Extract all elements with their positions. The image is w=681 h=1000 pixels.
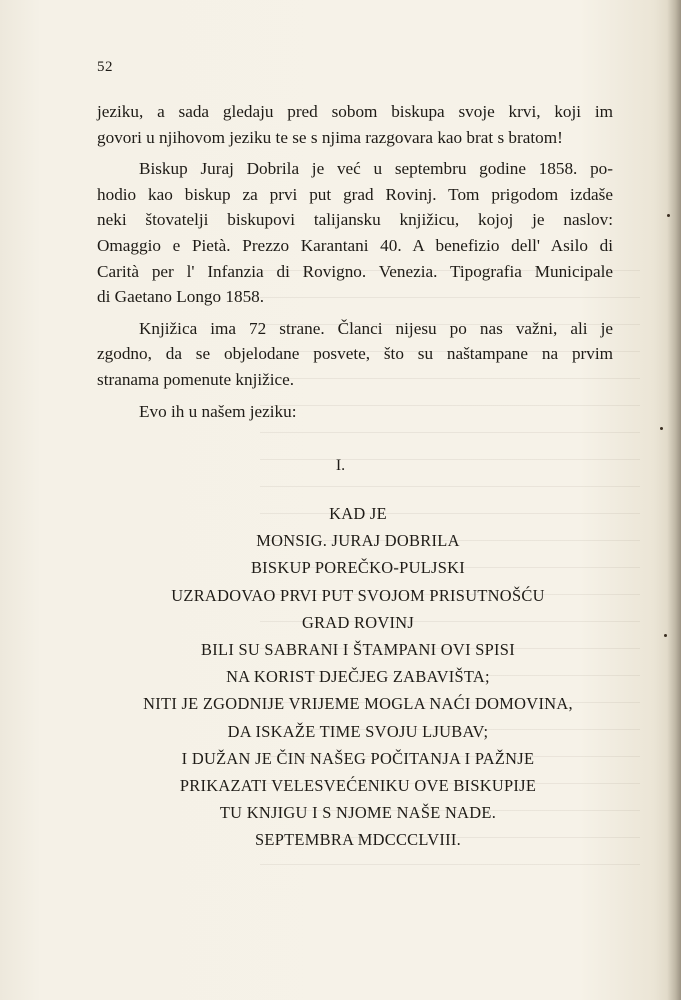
dedication-line: I DUŽAN JE ČIN NAŠEG POČITANJA I PAŽNJE: [181, 748, 535, 768]
dedication-line: DA ISKAŽE TIME SVOJU LJUBAV;: [227, 721, 489, 741]
dedication-line: UZRADOVAO PRVI PUT SVOJOM PRISUTNOŠĆU: [171, 585, 545, 605]
paragraph-3-line-3: stranama pomenute knjižice.: [97, 369, 295, 389]
paragraph-1: [97, 99, 613, 150]
dedication-line: NITI JE ZGODNIJE VRIJEME MOGLA NAĆI DOMOVINA,: [143, 694, 573, 714]
page-edge-shadow: [667, 0, 681, 1000]
paragraph-2-line-5: Carità per l' Infanzia di Rovigno. Venezia. Tipografia Municipale: [97, 261, 613, 281]
paragraph-3-line-1: Knjižica ima 72 strane. Članci nijesu po nas važni, ali je: [139, 318, 613, 338]
page-number: 52: [97, 59, 113, 75]
paragraph-4-line-1: Evo ih u našem jeziku:: [139, 401, 297, 421]
paragraph-2-line-2: hodio kao biskup za prvi put grad Rovinj. Tom prigodom izdaše: [97, 184, 613, 204]
dedication-line: TU KNJIGU I S NJOME NAŠE NADE.: [219, 803, 497, 823]
dedication-line: NA KORIST DJEČJEG ZABAVIŠTA;: [226, 667, 490, 687]
dedication-line: PRIKAZATI VELESVEĆENIKU OVE BISKUPIJE: [179, 776, 537, 796]
section-number: I.: [335, 457, 346, 474]
dedication-line: MONSIG. JURAJ DOBRILA: [256, 531, 460, 551]
paragraph-1-line-2: govori u njihovom jeziku te se s njima razgovara kao brat s bratom!: [97, 127, 563, 147]
page-speck: [667, 214, 670, 217]
body-text: [97, 99, 613, 430]
page-speck: [660, 427, 663, 430]
dedication-line: KAD JE: [329, 504, 387, 523]
paragraph-4: [97, 399, 613, 425]
dedication-line: SEPTEMBRA MDCCCLVIII.: [254, 830, 462, 850]
dedication-line: BILI SU SABRANI I ŠTAMPANI OVI SPISI: [201, 640, 515, 660]
dedication-line: BISKUP POREČKO-PULJSKI: [250, 558, 466, 578]
paragraph-2-line-4: Omaggio e Pietà. Prezzo Karantani 40. A benefizio dell' Asilo di: [97, 235, 613, 255]
paragraph-2-line-3: neki štovatelji biskupovi talijansku knjižicu, kojoj je naslov:: [97, 210, 613, 230]
dedication-line: GRAD ROVINJ: [301, 612, 415, 632]
paragraph-1-line-1: jeziku, a sada gledaju pred sobom biskupa svoje krvi, koji im: [97, 102, 613, 121]
dedication-block: [60, 500, 656, 854]
paragraph-3: [97, 316, 613, 393]
paragraph-2: [97, 156, 613, 310]
paragraph-3-line-2: zgodno, da se objelodane posvete, što su naštampane na prvim: [97, 344, 613, 364]
page-speck: [664, 634, 667, 637]
paragraph-2-line-6: di Gaetano Longo 1858.: [97, 287, 265, 307]
paragraph-2-line-1: Biskup Juraj Dobrila je već u septembru godine 1858. po-: [139, 159, 613, 179]
